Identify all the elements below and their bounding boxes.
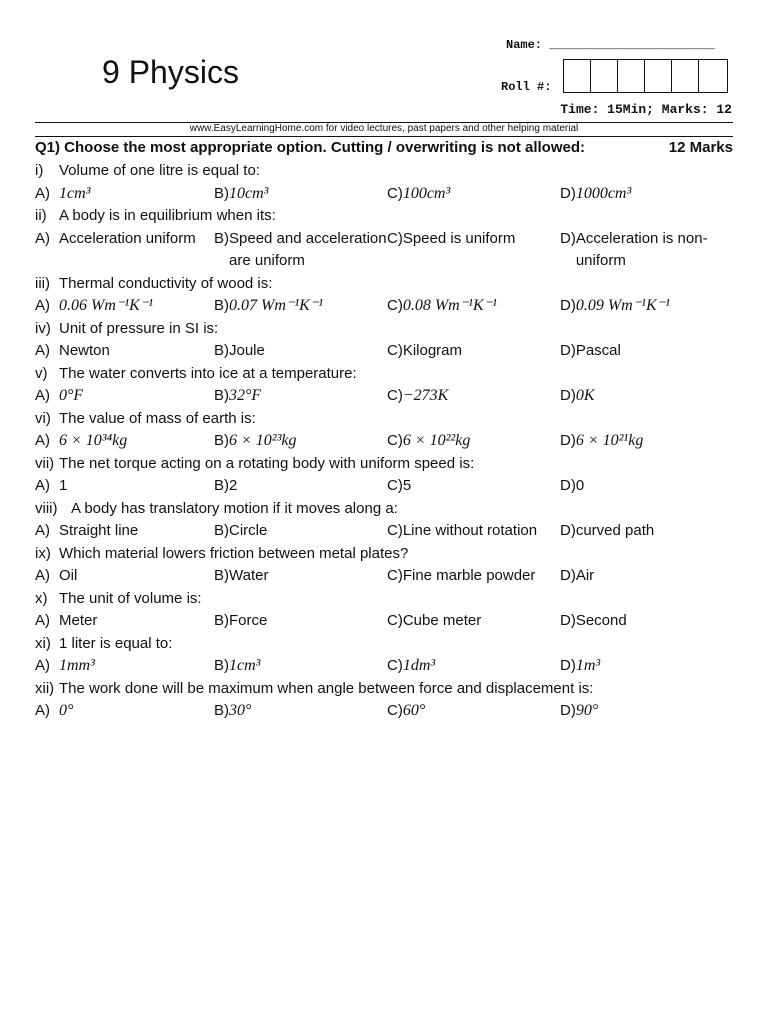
question-number: iv) [35,319,51,337]
option-label: C) [387,612,403,629]
option-c [387,700,560,723]
option-d [560,700,733,723]
option-text: 0°F [59,387,84,404]
option-text: 0° [59,702,74,719]
option-label: C) [387,522,403,539]
option-c [387,430,560,453]
option-a [35,340,214,363]
name-blank: _______________________ [549,38,715,52]
question-number: ix) [35,544,51,562]
option-label: B) [214,387,229,404]
option-d [560,228,733,273]
roll-box [645,60,672,92]
option-b [214,700,387,723]
section-instructions: Q1) Choose the most appropriate option. Cutting / overwriting is not allowed: [35,139,586,156]
option-text: 32°F [229,387,262,404]
section-heading [35,138,733,158]
option-label: D) [560,229,576,247]
options-row [35,385,733,408]
option-label: B) [214,297,229,314]
option-label: A) [35,702,50,719]
option-d [560,475,733,498]
question-item [35,588,733,611]
question-text: The work done will be maximum when angle between force and displacement is: [59,679,594,697]
question-text: Volume of one litre is equal to: [59,162,260,179]
options-row [35,340,733,363]
option-text: Air [575,567,595,584]
question-item [35,363,733,386]
option-text: 30° [229,702,252,719]
option-c [387,340,560,363]
options-row [35,610,733,633]
option-label: A) [35,612,50,629]
option-b [214,430,387,453]
option-a [35,475,214,498]
option-label: B) [214,477,229,494]
option-d [560,385,733,408]
section-divider [35,136,733,137]
option-text: Meter [59,612,98,629]
website-note: www.EasyLearningHome.com for video lectures, past papers and other helping material [189,123,579,134]
options-row [35,183,733,206]
option-text: 1000cm³ [575,184,632,202]
option-text: 6 × 10²³kg [229,432,297,449]
name-field [506,38,715,52]
option-text: Line without rotation [402,522,538,539]
option-d [560,340,733,363]
roll-box [591,60,618,92]
question-item [35,453,733,476]
option-c [387,565,560,588]
option-label: B) [214,184,229,202]
roll-number-boxes [563,59,728,93]
section-marks: 12 Marks [668,139,733,156]
option-c [387,183,560,206]
option-label: C) [387,229,403,247]
option-text: 5 [402,477,412,494]
option-b [214,475,387,498]
question-list [35,160,733,723]
option-b [214,610,387,633]
option-label: D) [560,387,576,404]
paper-title: 9 Physics [102,54,239,90]
option-a [35,385,214,408]
option-label: A) [35,567,50,584]
option-text: Second [575,612,627,629]
option-b [214,340,387,363]
option-label: D) [560,297,576,314]
question-number: vii) [35,454,55,472]
option-label: C) [387,432,403,449]
option-d [560,520,733,543]
question-item [35,498,733,521]
option-text: 1mm³ [59,657,95,674]
question-number: i) [35,162,44,179]
option-label: C) [387,387,403,404]
option-text: 0.09 Wm⁻¹K⁻¹ [575,297,670,314]
option-text: Cube meter [402,612,482,629]
option-label: B) [214,657,229,674]
question-text: A body is in equilibrium when its: [59,207,276,224]
name-label: Name: [506,38,543,52]
option-d [560,610,733,633]
option-label: A) [35,657,50,674]
option-text: Kilogram [402,342,463,359]
option-label: B) [214,567,229,584]
option-text: 0.06 Wm⁻¹K⁻¹ [59,297,154,314]
option-label: D) [560,432,576,449]
option-c [387,610,560,633]
option-c [387,385,560,408]
question-number: vi) [35,409,51,427]
option-label: B) [214,432,229,449]
options-row [35,475,733,498]
option-c [387,475,560,498]
option-a [35,430,214,453]
option-label: C) [387,477,403,494]
option-text: 90° [575,702,599,719]
option-label: B) [214,522,229,539]
option-label: C) [387,702,403,719]
option-text: 60° [402,702,426,719]
option-b [214,295,387,318]
options-row [35,655,733,678]
option-text: 1m³ [575,657,601,674]
option-text: 1dm³ [402,657,436,674]
option-text: 1cm³ [229,657,261,674]
question-text: A body has translatory motion if it moves along a: [71,499,398,517]
option-b [214,183,387,206]
option-label: C) [387,342,403,359]
option-label: C) [387,567,403,584]
question-text: The water converts into ice at a temperature: [59,364,357,382]
roll-box [672,60,699,92]
option-text: 1 [59,477,68,494]
question-number: viii) [35,499,58,517]
option-text: Newton [59,342,110,359]
question-item [35,633,733,656]
option-a [35,295,214,318]
options-row [35,700,733,723]
option-text: Water [229,567,269,584]
option-d [560,295,733,318]
options-row [35,295,733,318]
option-c [387,655,560,678]
option-text: −273K [402,387,449,404]
option-a [35,610,214,633]
roll-label: Roll #: [501,80,552,94]
option-text: curved path [575,522,655,539]
option-label: A) [35,297,50,314]
option-text: 0 [575,477,585,494]
option-d [560,430,733,453]
option-text: 100cm³ [402,184,451,202]
option-label: D) [560,612,576,629]
option-label: D) [560,702,576,719]
option-label: C) [387,297,403,314]
option-d [560,183,733,206]
option-text: 1cm³ [59,184,91,202]
option-text: Speed is uniform [402,229,516,247]
question-number: xi) [35,634,51,652]
option-label: A) [35,342,50,359]
option-text: Fine marble powder [402,567,536,584]
option-d [560,565,733,588]
question-number: iii) [35,274,50,292]
question-text: The unit of volume is: [59,589,202,607]
option-text: 6 × 10²¹kg [575,432,644,449]
question-item [35,678,733,701]
question-item [35,318,733,341]
question-text: The value of mass of earth is: [59,409,256,427]
roll-box [564,60,591,92]
question-text: 1 liter is equal to: [59,634,173,652]
question-text: Thermal conductivity of wood is: [59,274,273,292]
options-row [35,565,733,588]
option-c [387,295,560,318]
roll-box [618,60,645,92]
option-b [214,565,387,588]
option-label: D) [560,567,576,584]
option-text: Speed and acceleration are uniform [229,229,387,269]
option-a [35,655,214,678]
question-text: The net torque acting on a rotating body with uniform speed is: [59,454,475,472]
option-label: A) [35,432,50,449]
option-label: A) [35,229,50,247]
option-d [560,655,733,678]
option-label: D) [560,522,576,539]
option-label: C) [387,657,403,674]
question-item [35,408,733,431]
option-text: Force [229,612,268,629]
time-marks: Time: 15Min; Marks: 12 [560,102,732,117]
option-label: C) [387,184,403,202]
option-label: D) [560,342,576,359]
question-number: xii) [35,679,55,697]
options-row [35,430,733,453]
question-number: x) [35,589,48,607]
option-label: B) [214,229,229,247]
option-label: B) [214,702,229,719]
option-label: A) [35,522,50,539]
option-text: Oil [59,567,78,584]
option-text: 0K [575,387,595,404]
question-item [35,160,733,183]
option-label: B) [214,342,229,359]
question-item [35,205,733,228]
option-c [387,228,560,273]
option-a [35,520,214,543]
option-text: Pascal [575,342,621,359]
option-a [35,228,214,273]
option-text: 10cm³ [229,184,269,202]
question-number: ii) [35,207,47,224]
options-row [35,520,733,543]
option-label: D) [560,657,576,674]
question-item [35,543,733,566]
option-text: 0.07 Wm⁻¹K⁻¹ [229,297,324,314]
option-text: Joule [229,342,265,359]
option-b [214,228,387,273]
question-item [35,273,733,296]
question-text: Unit of pressure in SI is: [59,319,219,337]
roll-box [699,60,727,92]
option-b [214,520,387,543]
option-text: Acceleration is non-uniform [575,229,708,269]
option-label: B) [214,612,229,629]
option-text: 2 [229,477,238,494]
question-number: v) [35,364,48,382]
options-row [35,228,733,273]
option-text: Straight line [59,522,139,539]
option-a [35,565,214,588]
option-label: A) [35,477,50,494]
option-text: 6 × 10³⁴kg [59,432,128,449]
option-a [35,183,214,206]
option-text: 6 × 10²²kg [402,432,471,449]
option-b [214,385,387,408]
option-text: 0.08 Wm⁻¹K⁻¹ [402,297,497,314]
option-label: D) [560,477,576,494]
option-label: D) [560,184,576,202]
option-c [387,520,560,543]
option-label: A) [35,184,50,202]
question-text: Which material lowers friction between metal plates? [59,544,409,562]
option-text: Acceleration uniform [59,229,196,247]
option-b [214,655,387,678]
option-label: A) [35,387,50,404]
option-a [35,700,214,723]
option-text: Circle [229,522,268,539]
